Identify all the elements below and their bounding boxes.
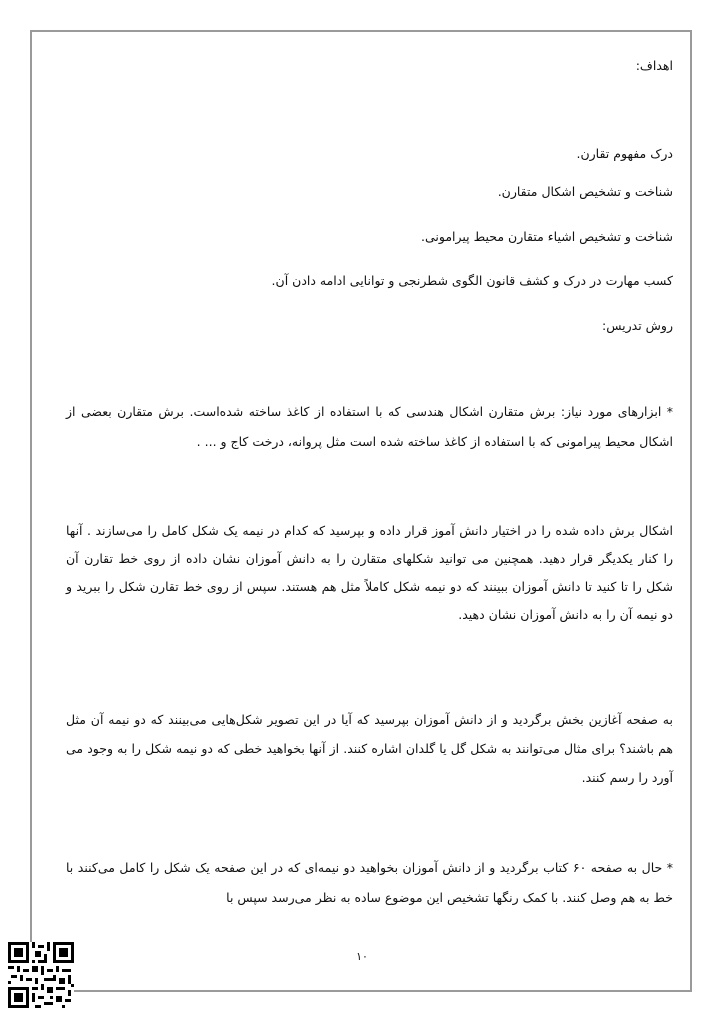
method-heading: روش تدریس:: [601, 318, 673, 333]
objectives-heading: اهداف:: [635, 58, 673, 73]
objective-item: کسب مهارت در درک و کشف قانون الگوی شطرنجی و توانایی ادامه دادن آن.: [271, 273, 673, 288]
paragraph: اشکال برش داده شده را در اختیار دانش آموز قرار داده و بپرسید که کدام در نیمه یک شکل کامل را می‌سازند . آنها را کنار یکدیگر قرار دهید. همچنین می توانید شکلهای متقارن را به دانش آموزان نشان داده از روی خط تقارن آن شکل را تا کنید تا دانش آموزان ببینند که دو نیمه شکل کاملاً مثل هم هستند. سپس از روی خط تقارن شکل را ببرید و دو نیمه آن را به دانش آموزان نشان دهید.: [66, 523, 673, 622]
objective-item: درک مفهوم تقارن.: [576, 146, 673, 161]
objective-item: شناخت و تشخیص اشکال متقارن.: [497, 184, 673, 199]
paragraph: به صفحه آغازین بخش برگردید و از دانش آموزان بپرسید که آیا در این تصویر شکل‌هایی می‌بینند که دو نیمه آن مثل هم باشند؟ برای مثال می‌توانند به شکل گل یا گلدان اشاره کنند. از آنها بخواهید خطی که دو نیمه شکل را به وجود می آورد را رسم کنند.: [66, 712, 673, 785]
qr-code-icon: [8, 942, 74, 1008]
page-border: [30, 30, 692, 992]
page-number: ۱۰: [356, 950, 368, 963]
paragraph: * ابزارهای مورد نیاز: برش متقارن اشکال هندسی که با استفاده از کاغذ ساخته شده‌است. برش متقارن بعضی از اشکال محیط پیرامونی که با استفاده از کاغذ ساخته شده است مثل پروانه، درخت کاج و ... .: [66, 404, 673, 449]
objective-item: شناخت و تشخیص اشیاء متقارن محیط پیرامونی.: [421, 229, 673, 244]
paragraph: * حال به صفحه ۶۰ کتاب برگردید و از دانش آموزان بخواهید دو نیمه‌ای که در این صفحه یک شکل را کامل می‌کنند با خط به هم وصل کنند. با کمک رنگها تشخیص این موضوع ساده به نظر می‌رسد سپس با: [66, 860, 673, 905]
